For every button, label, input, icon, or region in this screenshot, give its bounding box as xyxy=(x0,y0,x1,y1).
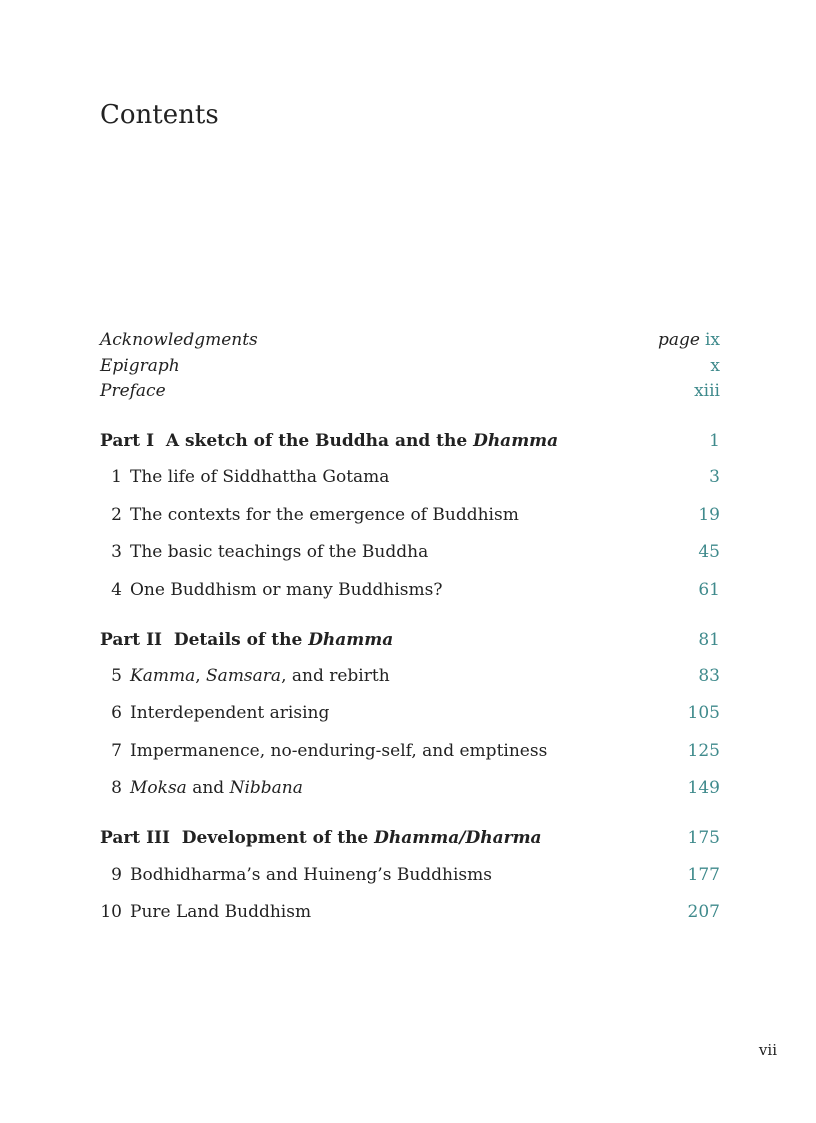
page-number: 149 xyxy=(687,778,720,798)
page-number: 19 xyxy=(698,505,720,525)
toc-chapter-3[interactable] xyxy=(100,541,720,563)
part-title-emphasis: Dhamma xyxy=(473,431,559,451)
chapter-title-emphasis: Samsara xyxy=(206,666,282,686)
chapter-number: 10 xyxy=(100,902,122,922)
chapter-title: Interdependent arising xyxy=(130,703,330,723)
part-title: Development of the xyxy=(181,828,375,848)
part-title-emphasis: Dhamma/Dharma xyxy=(374,828,542,848)
page-number: 207 xyxy=(687,902,720,922)
page-title: Contents xyxy=(100,100,219,130)
page-number: xiii xyxy=(694,381,720,401)
part-label: Part II xyxy=(100,630,162,650)
toc-entry-acknowledgments[interactable] xyxy=(100,329,720,351)
toc-entry-label: Epigraph xyxy=(100,356,180,376)
page-number: ix xyxy=(704,330,720,350)
chapter-number: 3 xyxy=(111,542,122,562)
chapter-number: 5 xyxy=(111,666,122,686)
chapter-title: One Buddhism or many Buddhisms? xyxy=(130,580,443,600)
toc-chapter-10[interactable] xyxy=(100,901,720,923)
chapter-title-separator: , xyxy=(195,666,207,686)
chapter-title: Impermanence, no-enduring-self, and emptiness xyxy=(130,741,548,761)
toc-entry-preface[interactable] xyxy=(100,380,720,402)
part-title: A sketch of the Buddha and the xyxy=(165,431,474,451)
part-label: Part I xyxy=(100,431,155,451)
chapter-number: 9 xyxy=(111,865,122,885)
toc-chapter-8[interactable] xyxy=(100,777,720,799)
toc-part-3[interactable] xyxy=(100,827,720,849)
chapter-title-emphasis: Moksa xyxy=(130,778,187,798)
page-number: 177 xyxy=(687,865,720,885)
page-number: x xyxy=(710,356,720,376)
toc-chapter-1[interactable] xyxy=(100,466,720,488)
chapter-title: The basic teachings of the Buddha xyxy=(130,542,429,562)
chapter-number: 8 xyxy=(111,778,122,798)
chapter-number: 4 xyxy=(111,580,122,600)
chapter-title-separator: and xyxy=(186,778,230,798)
part-label: Part III xyxy=(100,828,170,848)
page-number: 3 xyxy=(709,467,720,487)
part-title: Details of the xyxy=(173,630,309,650)
chapter-title: , and rebirth xyxy=(281,666,390,686)
toc-entry-label: Preface xyxy=(100,381,166,401)
chapter-title-emphasis: Kamma xyxy=(130,666,196,686)
chapter-title: Pure Land Buddhism xyxy=(130,902,312,922)
toc-chapter-9[interactable] xyxy=(100,864,720,886)
toc-part-2[interactable] xyxy=(100,629,720,651)
toc-part-1[interactable] xyxy=(100,430,720,452)
toc-chapter-7[interactable] xyxy=(100,740,720,762)
page-number: 45 xyxy=(698,542,720,562)
chapter-number: 7 xyxy=(111,741,122,761)
page-number: 83 xyxy=(698,666,720,686)
page-number: 105 xyxy=(687,703,720,723)
page-number: 1 xyxy=(709,431,720,451)
toc-chapter-4[interactable] xyxy=(100,579,720,601)
part-title-emphasis: Dhamma xyxy=(308,630,394,650)
toc-chapter-6[interactable] xyxy=(100,702,720,724)
chapter-title: Bodhidharma’s and Huineng’s Buddhisms xyxy=(130,865,492,885)
toc-entry-label: Acknowledgments xyxy=(100,330,258,350)
chapter-title: The life of Siddhattha Gotama xyxy=(130,467,390,487)
chapter-title: The contexts for the emergence of Buddhism xyxy=(130,505,519,525)
chapter-number: 2 xyxy=(111,505,122,525)
page-prefix: page xyxy=(658,330,700,350)
page-number: 175 xyxy=(687,828,720,848)
page-number: 125 xyxy=(687,741,720,761)
toc-chapter-5[interactable] xyxy=(100,665,720,687)
toc-chapter-2[interactable] xyxy=(100,504,720,526)
toc-entry-epigraph[interactable] xyxy=(100,355,720,377)
chapter-number: 6 xyxy=(111,703,122,723)
page-folio: vii xyxy=(758,1041,777,1059)
chapter-title-emphasis: Nibbana xyxy=(229,778,303,798)
chapter-number: 1 xyxy=(111,467,122,487)
page-number: 61 xyxy=(698,580,720,600)
page-number: 81 xyxy=(698,630,720,650)
